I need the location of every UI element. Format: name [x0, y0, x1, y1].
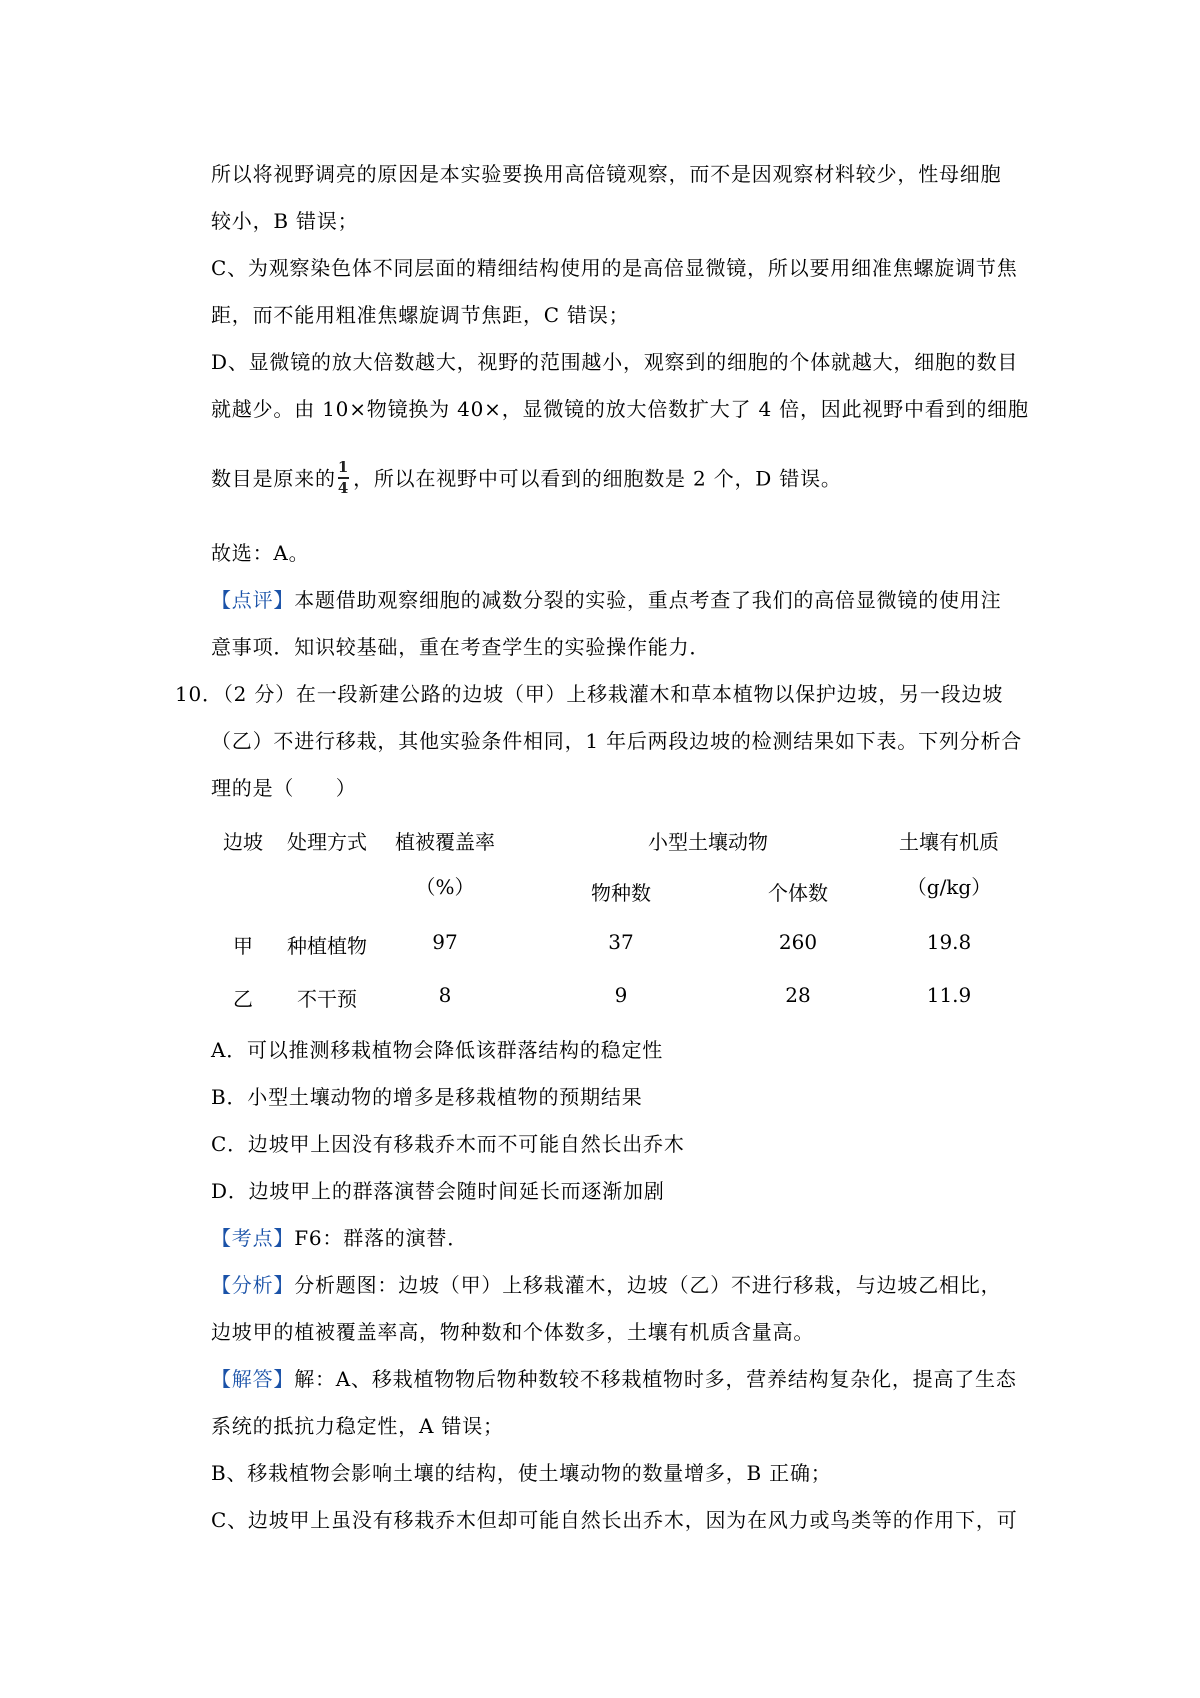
header-soil-animals: 小型土壤动物 [648, 830, 768, 854]
cell-method: 不干预 [297, 987, 357, 1011]
review-text: 本题借助观察细胞的减数分裂的实验，重点考查了我们的高倍显微镜的使用注 [294, 588, 1002, 612]
header-individuals: 个体数 [768, 881, 828, 905]
fraction-one-quarter [338, 460, 349, 496]
option-b: B．小型土壤动物的增多是移栽植物的预期结果 [211, 1085, 643, 1109]
header-cover: 植被覆盖率 [395, 830, 495, 854]
text-line: 距，而不能用粗准焦螺旋调节焦距，C 错误； [211, 303, 630, 327]
fraction-numerator: 1 [337, 458, 350, 476]
review-tag: 【点评】 [211, 588, 295, 612]
cell-species: 9 [614, 983, 628, 1007]
text-line: D、显微镜的放大倍数越大，视野的范围越小，观察到的细胞的个体就越大，细胞的数目 [211, 350, 1019, 374]
jieda-line-4: C、边坡甲上虽没有移栽乔木但却可能自然长出乔木，因为在风力或鸟类等的作用下，可 [211, 1508, 1018, 1532]
fenxi-line-2: 边坡甲的植被覆盖率高，物种数和个体数多，土壤有机质含量高。 [211, 1320, 815, 1344]
question-stem-3: 理的是（ ） [211, 776, 357, 800]
cell-cover: 8 [438, 983, 452, 1007]
header-organic: 土壤有机质 [899, 830, 999, 854]
option-c: C．边坡甲上因没有移栽乔木而不可能自然长出乔木 [211, 1132, 685, 1156]
text-line: 所以将视野调亮的原因是本实验要换用高倍镜观察，而不是因观察材料较少，性母细胞 [211, 162, 1002, 186]
header-method: 处理方式 [287, 830, 367, 854]
kaodian-tag: 【考点】 [211, 1226, 295, 1250]
text-line: 就越少。由 10×物镜换为 40×，显微镜的放大倍数扩大了 4 倍，因此视野中看到的细胞 [211, 397, 1029, 421]
jieda-line [211, 1363, 1017, 1392]
header-cover-unit: （%） [415, 875, 475, 899]
header-slope: 边坡 [223, 830, 263, 854]
header-species: 物种数 [591, 881, 651, 905]
question-stem: 10．（2 分）在一段新建公路的边坡（甲）上移栽灌木和草本植物以保护边坡，另一段边坡 [175, 682, 1004, 706]
question-stem-2: （乙）不进行移栽，其他实验条件相同，1 年后两段边坡的检测结果如下表。下列分析合 [211, 729, 1023, 753]
jieda-tag: 【解答】 [211, 1367, 295, 1391]
cell-individuals: 28 [785, 983, 811, 1007]
cell-organic: 11.9 [926, 983, 972, 1007]
header-organic-unit: （g/kg） [906, 875, 992, 899]
cell-method: 种植植物 [287, 934, 367, 958]
fraction-denominator: 4 [337, 479, 350, 497]
cell-cover: 97 [432, 930, 458, 954]
review-line-2: 意事项．知识较基础，重在考查学生的实验操作能力． [211, 635, 711, 659]
review-line [211, 584, 1001, 613]
jieda-line-2: 系统的抵抗力稳定性，A 错误； [211, 1414, 504, 1438]
cell-slope: 甲 [233, 934, 253, 958]
text-line: 较小，B 错误； [211, 209, 359, 233]
kaodian-line [211, 1222, 468, 1251]
cell-slope: 乙 [233, 987, 253, 1011]
option-d: D．边坡甲上的群落演替会随时间延长而逐渐加剧 [211, 1179, 665, 1203]
fenxi-tag: 【分析】 [211, 1273, 295, 1297]
fenxi-text: 分析题图：边坡（甲）上移栽灌木，边坡（乙）不进行移栽，与边坡乙相比， [294, 1273, 1002, 1297]
kaodian-text: F6：群落的演替． [294, 1226, 469, 1250]
text-line: C、为观察染色体不同层面的精细结构使用的是高倍显微镜，所以要用细准焦螺旋调节焦 [211, 256, 1018, 280]
cell-individuals: 260 [778, 930, 818, 954]
cell-species: 37 [608, 930, 634, 954]
fraction-line [211, 458, 842, 498]
jieda-line-3: B、移栽植物会影响土壤的结构，使土壤动物的数量增多，B 正确； [211, 1461, 832, 1485]
answer-line: 故选：A。 [211, 541, 310, 565]
jieda-text: 解：A、移栽植物物后物种数较不移栽植物时多，营养结构复杂化，提高了生态 [294, 1367, 1017, 1391]
fraction-after: ，所以在视野中可以看到的细胞数是 2 个，D 错误。 [353, 466, 842, 491]
fenxi-line [211, 1269, 1001, 1298]
option-a: A．可以推测移栽植物会降低该群落结构的稳定性 [211, 1038, 664, 1062]
cell-organic: 19.8 [926, 930, 972, 954]
fraction-before: 数目是原来的 [211, 466, 336, 491]
